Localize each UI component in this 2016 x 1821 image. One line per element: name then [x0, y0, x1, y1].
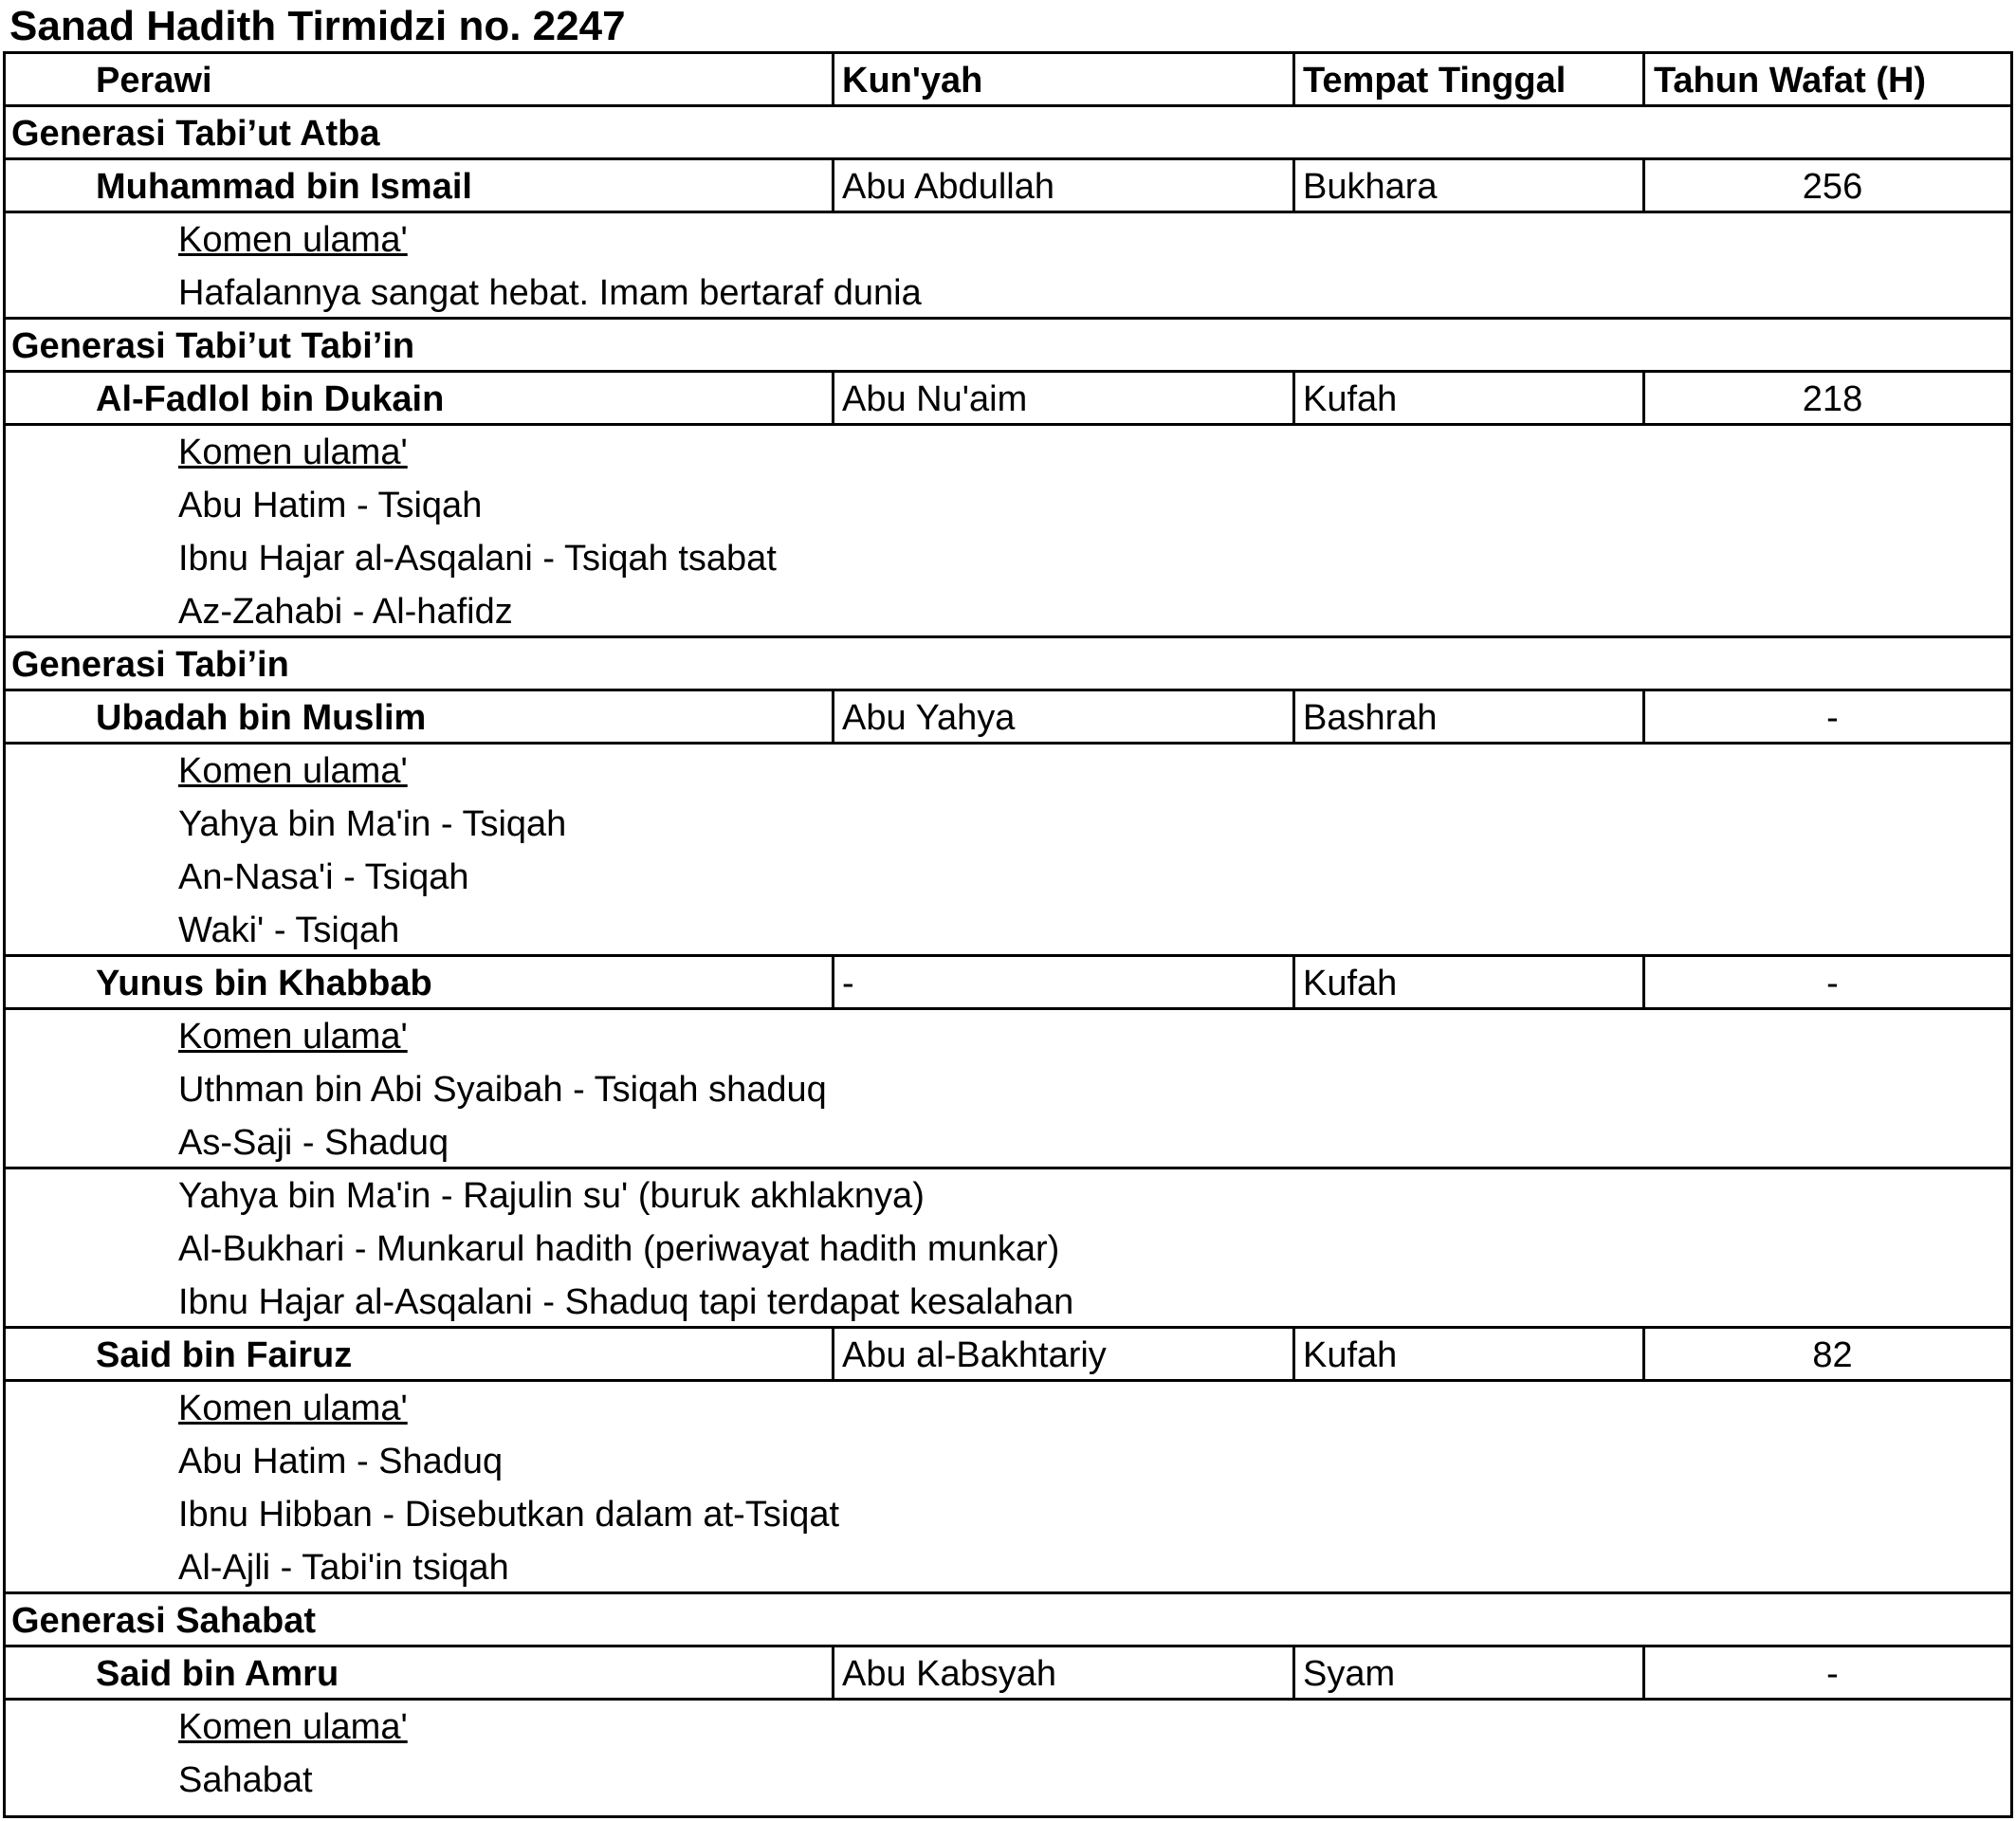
generation-row	[6, 107, 2010, 160]
narrator-name: Muhammad bin Ismail	[96, 167, 472, 207]
table-header-row	[6, 54, 2010, 107]
generation-row	[6, 1594, 2010, 1647]
comment-text: Az-Zahabi - Al-hafidz	[178, 592, 513, 632]
page-title: Sanad Hadith Tirmidzi no. 2247	[9, 3, 626, 49]
narrator-kunyah: Abu Kabsyah	[842, 1654, 1057, 1694]
grid-line	[6, 954, 2010, 957]
column-separator	[1292, 54, 1295, 107]
narrator-row	[6, 1647, 2010, 1701]
comment-row	[6, 851, 2010, 904]
comment-text: Uthman bin Abi Syaibah - Tsiqah shaduq	[178, 1070, 827, 1110]
column-separator	[832, 54, 834, 107]
narrator-row	[6, 1329, 2010, 1382]
grid-line	[6, 1591, 2010, 1594]
comment-text: As-Saji - Shaduq	[178, 1123, 449, 1163]
grid-line	[6, 157, 2010, 160]
grid-line	[6, 317, 2010, 320]
comment-heading-row	[6, 213, 2010, 267]
narrator-wafat: -	[1826, 964, 1839, 1003]
column-separator	[1642, 54, 1645, 107]
grid-line	[6, 1379, 2010, 1382]
narrator-kunyah: Abu al-Bakhtariy	[842, 1335, 1107, 1375]
column-separator	[1642, 373, 1645, 426]
column-separator	[1292, 957, 1295, 1010]
narrator-row	[6, 373, 2010, 426]
narrator-row	[6, 160, 2010, 213]
column-separator	[1292, 691, 1295, 745]
column-separator	[1292, 373, 1295, 426]
narrator-tempat: Kufah	[1303, 1335, 1398, 1375]
comment-row	[6, 267, 2010, 320]
grid-line	[6, 1167, 2010, 1169]
generation-label: Generasi Tabi’ut Atba	[11, 114, 380, 154]
comment-heading-row	[6, 1382, 2010, 1435]
narrator-name: Ubadah bin Muslim	[96, 698, 427, 738]
narrator-tempat: Kufah	[1303, 379, 1398, 419]
narrator-name: Yunus bin Khabbab	[96, 964, 432, 1003]
comment-row	[6, 798, 2010, 851]
header-kunyah: Kun'yah	[842, 61, 983, 101]
comment-heading: Komen ulama'	[178, 220, 408, 260]
comment-row	[6, 1063, 2010, 1116]
narrator-row	[6, 691, 2010, 745]
comment-text: Al-Bukhari - Munkarul hadith (periwayat hadith munkar)	[178, 1229, 1060, 1269]
narrator-name: Said bin Amru	[96, 1654, 339, 1694]
comment-heading: Komen ulama'	[178, 751, 408, 791]
narrator-wafat: 82	[1812, 1335, 1853, 1375]
comment-text: Abu Hatim - Shaduq	[178, 1442, 504, 1481]
grid-line	[6, 1645, 2010, 1647]
comment-text: Al-Ajli - Tabi'in tsiqah	[178, 1548, 509, 1588]
generation-label: Generasi Sahabat	[11, 1601, 317, 1641]
comment-row	[6, 1116, 2010, 1169]
narrator-tempat: Bashrah	[1303, 698, 1438, 738]
column-separator	[832, 1647, 834, 1701]
grid-line	[6, 689, 2010, 691]
comment-row	[6, 1754, 2010, 1807]
grid-line	[6, 211, 2010, 213]
comment-text: Yahya bin Ma'in - Tsiqah	[178, 804, 567, 844]
column-separator	[1642, 160, 1645, 213]
grid-line	[6, 423, 2010, 426]
column-separator	[1642, 957, 1645, 1010]
comment-text: An-Nasa'i - Tsiqah	[178, 857, 469, 897]
comment-heading-row	[6, 745, 2010, 798]
narrator-name: Said bin Fairuz	[96, 1335, 353, 1375]
generation-row	[6, 638, 2010, 691]
generation-label: Generasi Tabi’in	[11, 645, 289, 685]
comment-row	[6, 1223, 2010, 1276]
comment-text: Ibnu Hibban - Disebutkan dalam at-Tsiqat	[178, 1495, 840, 1535]
narrator-kunyah: Abu Yahya	[842, 698, 1016, 738]
comment-heading: Komen ulama'	[178, 1707, 408, 1747]
narrator-wafat: -	[1826, 698, 1839, 738]
narrator-tempat: Bukhara	[1303, 167, 1438, 207]
grid-line	[6, 635, 2010, 638]
column-separator	[1292, 1647, 1295, 1701]
narrator-wafat: 218	[1802, 379, 1863, 419]
comment-text: Ibnu Hajar al-Asqalani - Shaduq tapi terdapat kesalahan	[178, 1282, 1074, 1322]
comment-row	[6, 1169, 2010, 1223]
comment-heading: Komen ulama'	[178, 1389, 408, 1428]
column-separator	[832, 373, 834, 426]
comment-heading-row	[6, 1701, 2010, 1754]
grid-line	[6, 1698, 2010, 1701]
comment-row	[6, 585, 2010, 638]
column-separator	[1642, 1647, 1645, 1701]
column-separator	[832, 1329, 834, 1382]
comment-heading-row	[6, 426, 2010, 479]
header-tahun-wafat: Tahun Wafat (H)	[1654, 61, 1927, 101]
comment-heading: Komen ulama'	[178, 432, 408, 472]
column-separator	[832, 957, 834, 1010]
generation-label: Generasi Tabi’ut Tabi’in	[11, 326, 415, 366]
comment-row	[6, 1541, 2010, 1594]
header-tempat-tinggal: Tempat Tinggal	[1303, 61, 1567, 101]
column-separator	[1292, 1329, 1295, 1382]
comment-row	[6, 1435, 2010, 1488]
grid-line	[6, 370, 2010, 373]
narrator-wafat: 256	[1802, 167, 1863, 207]
comment-text: Abu Hatim - Tsiqah	[178, 486, 483, 525]
comment-row	[6, 1488, 2010, 1541]
grid-line	[6, 1007, 2010, 1010]
narrator-name: Al-Fadlol bin Dukain	[96, 379, 445, 419]
comment-text: Sahabat	[178, 1760, 313, 1800]
comment-heading: Komen ulama'	[178, 1017, 408, 1057]
comment-row	[6, 479, 2010, 532]
column-separator	[832, 160, 834, 213]
grid-line	[6, 1326, 2010, 1329]
comment-text: Yahya bin Ma'in - Rajulin su' (buruk akhlaknya)	[178, 1176, 925, 1216]
comment-text: Ibnu Hajar al-Asqalani - Tsiqah tsabat	[178, 539, 777, 579]
narrator-kunyah: -	[842, 964, 854, 1003]
comment-text: Waki' - Tsiqah	[178, 910, 400, 950]
comment-row	[6, 1276, 2010, 1329]
narrator-wafat: -	[1826, 1654, 1839, 1694]
narrator-kunyah: Abu Nu'aim	[842, 379, 1028, 419]
narrator-row	[6, 957, 2010, 1010]
header-perawi: Perawi	[96, 61, 212, 101]
comment-heading-row	[6, 1010, 2010, 1063]
column-separator	[1292, 160, 1295, 213]
comment-row	[6, 904, 2010, 957]
grid-line	[6, 742, 2010, 745]
grid-line	[6, 104, 2010, 107]
comment-row	[6, 532, 2010, 585]
narrator-kunyah: Abu Abdullah	[842, 167, 1054, 207]
sanad-table	[3, 51, 2013, 1818]
comment-text: Hafalannya sangat hebat. Imam bertaraf dunia	[178, 273, 922, 313]
column-separator	[832, 691, 834, 745]
generation-row	[6, 320, 2010, 373]
column-separator	[1642, 691, 1645, 745]
narrator-tempat: Syam	[1303, 1654, 1396, 1694]
narrator-tempat: Kufah	[1303, 964, 1398, 1003]
column-separator	[1642, 1329, 1645, 1382]
